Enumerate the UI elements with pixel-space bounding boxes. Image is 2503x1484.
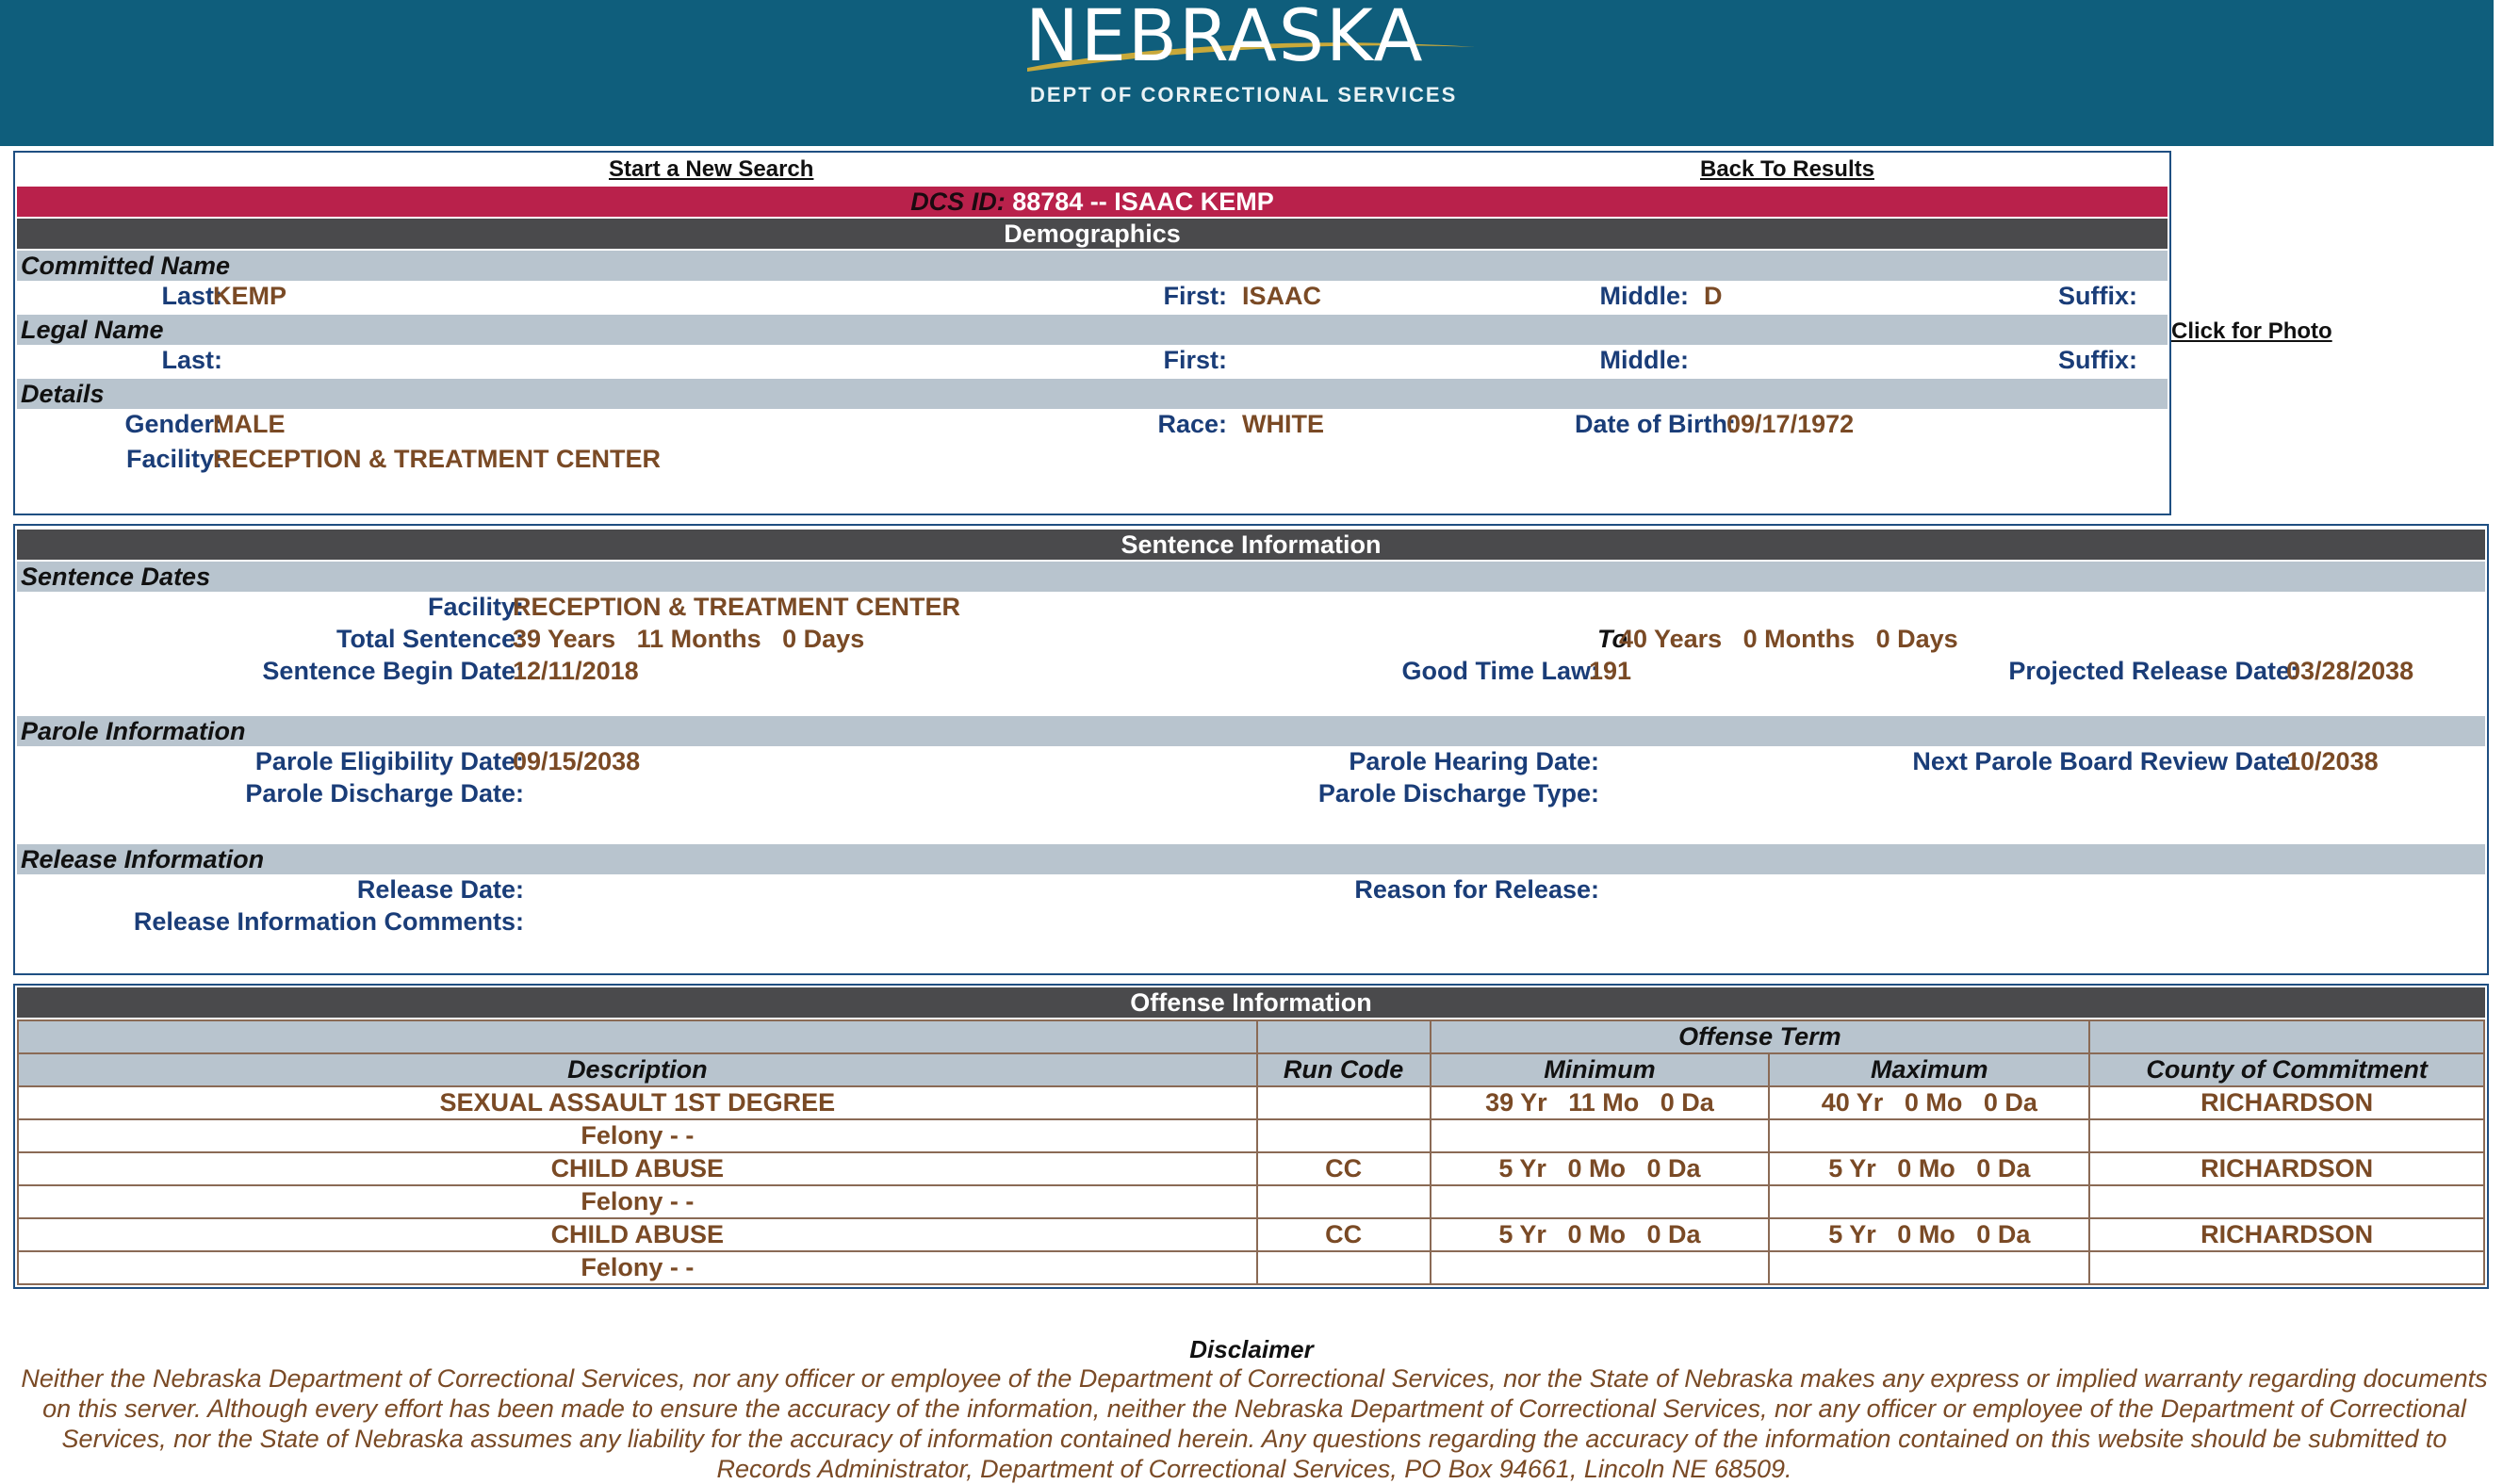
committed-last-value: KEMP	[213, 282, 287, 310]
col-run-code: Run Code	[1257, 1053, 1431, 1086]
legal-first-label: First:	[1163, 346, 1227, 374]
release-heading: Release Information	[17, 844, 2485, 874]
offense-minimum: 5 Yr 0 Mo 0 Da	[1431, 1152, 1770, 1185]
offense-description: CHILD ABUSE	[18, 1218, 1257, 1251]
parole-heading: Parole Information	[17, 716, 2485, 746]
race-value: WHITE	[1242, 410, 1324, 438]
gender-value: MALE	[213, 410, 286, 438]
committed-name-heading: Committed Name	[17, 251, 2168, 281]
committed-last-label: Last:	[161, 282, 222, 310]
logo-subtitle: DEPT OF CORRECTIONAL SERVICES	[1030, 83, 1458, 106]
sentence-facility-label: Facility:	[427, 593, 524, 621]
back-to-results-link[interactable]: Back To Results	[1700, 156, 1874, 182]
offense-maximum: 40 Yr 0 Mo 0 Da	[1769, 1086, 2089, 1119]
table-row	[18, 1218, 2484, 1251]
legal-suffix-label: Suffix:	[2058, 346, 2137, 374]
offense-header-row-2	[18, 1053, 2484, 1086]
offense-county: RICHARDSON	[2089, 1218, 2484, 1251]
offense-run-code: CC	[1257, 1218, 1431, 1251]
parole-discharge-date-label: Parole Discharge Date:	[245, 779, 524, 807]
committed-middle-label: Middle:	[1599, 282, 1689, 310]
legal-middle-label: Middle:	[1599, 346, 1689, 374]
good-time-value: 191	[1589, 657, 1632, 685]
begin-date-value: 12/11/2018	[513, 657, 639, 685]
offense-minimum: 39 Yr 11 Mo 0 Da	[1431, 1086, 1770, 1119]
table-row	[18, 1086, 2484, 1119]
disclaimer-text: Neither the Nebraska Department of Correctional Services, nor any officer or employee of the Department of Correctional Services, nor the State of Nebraska makes any express or implied warranty regarding documents on this server. Although every effort has been made to ensure the accuracy of the information, neither the Nebraska Department of Correctional Services, nor any officer or employee of the Department of Correctional Services, nor the State of Nebraska assumes any liability for the accuracy of information contained herein. Any questions regarding the accuracy of the information contained on this website should be submitted to Records Administrator, Department of Correctional Services, PO Box 94661, Lincoln NE 68509.	[21, 1364, 2488, 1483]
parole-discharge-type-label: Parole Discharge Type:	[1317, 779, 1599, 807]
new-search-link[interactable]: Start a New Search	[609, 156, 814, 182]
site-header	[0, 0, 2494, 146]
offense-county: RICHARDSON	[2089, 1152, 2484, 1185]
table-row	[18, 1251, 2484, 1284]
projected-release-label: Projected Release Date:	[2008, 657, 2299, 685]
projected-release-value: 03/28/2038	[2286, 657, 2414, 685]
committed-suffix-label: Suffix:	[2058, 282, 2137, 310]
legal-name-heading: Legal Name	[17, 315, 2168, 345]
demographics-title: Demographics	[17, 219, 2168, 249]
offense-county: RICHARDSON	[2089, 1086, 2484, 1119]
table-row	[18, 1185, 2484, 1218]
dcs-id-value: 88784 -- ISAAC KEMP	[1012, 188, 1274, 216]
release-comments-label: Release Information Comments:	[133, 907, 524, 936]
offense-class: Felony - -	[18, 1185, 1257, 1218]
committed-first-value: ISAAC	[1242, 282, 1322, 310]
facility-value: RECEPTION & TREATMENT CENTER	[213, 445, 662, 473]
table-row	[18, 1152, 2484, 1185]
sentence-title: Sentence Information	[17, 530, 2485, 560]
parole-hearing-label: Parole Hearing Date:	[1349, 747, 1599, 775]
release-reason-label: Reason for Release:	[1354, 875, 1599, 904]
committed-middle-value: D	[1704, 282, 1723, 310]
parole-eligibility-value: 09/15/2038	[513, 747, 641, 775]
offense-term-header: Offense Term	[1431, 1020, 2090, 1053]
offense-header-row-1	[18, 1020, 2484, 1053]
dob-value: 09/17/1972	[1726, 410, 1855, 438]
offense-class: Felony - -	[18, 1119, 1257, 1152]
legal-last-label: Last:	[161, 346, 222, 374]
begin-date-label: Sentence Begin Date:	[262, 657, 524, 685]
click-for-photo-link[interactable]: Click for Photo	[2171, 318, 2332, 344]
col-county: County of Commitment	[2089, 1053, 2484, 1086]
offense-description: SEXUAL ASSAULT 1ST DEGREE	[18, 1086, 1257, 1119]
offense-description: CHILD ABUSE	[18, 1152, 1257, 1185]
sentence-panel	[13, 524, 2489, 975]
offense-minimum: 5 Yr 0 Mo 0 Da	[1431, 1218, 1770, 1251]
demographics-panel	[13, 151, 2171, 515]
gender-label: Gender:	[124, 410, 222, 438]
col-minimum: Minimum	[1431, 1053, 1770, 1086]
parole-eligibility-label: Parole Eligibility Date:	[254, 747, 524, 775]
facility-label: Facility:	[125, 445, 222, 473]
offense-class: Felony - -	[18, 1251, 1257, 1284]
record-id-bar	[17, 187, 2168, 217]
offense-run-code	[1257, 1086, 1431, 1119]
details-heading: Details	[17, 379, 2168, 409]
to-label: To	[1597, 625, 1628, 653]
sentence-dates-heading: Sentence Dates	[17, 562, 2485, 592]
offense-panel	[13, 984, 2489, 1289]
offense-maximum: 5 Yr 0 Mo 0 Da	[1769, 1218, 2089, 1251]
committed-first-label: First:	[1163, 282, 1227, 310]
col-description: Description	[18, 1053, 1257, 1086]
race-label: Race:	[1157, 410, 1227, 438]
to-value: 40 Years 0 Months 0 Days	[1619, 625, 1958, 653]
next-review-label: Next Parole Board Review Date:	[1912, 747, 2299, 775]
table-row	[18, 1119, 2484, 1152]
col-maximum: Maximum	[1769, 1053, 2089, 1086]
offense-title: Offense Information	[17, 987, 2485, 1018]
sentence-facility-value: RECEPTION & TREATMENT CENTER	[513, 593, 961, 621]
offense-table	[17, 1019, 2485, 1285]
disclaimer-title: Disclaimer	[1189, 1335, 1314, 1363]
dcs-id-label: DCS ID:	[910, 188, 1006, 216]
offense-maximum: 5 Yr 0 Mo 0 Da	[1769, 1152, 2089, 1185]
release-date-label: Release Date:	[356, 875, 524, 904]
next-review-value: 10/2038	[2286, 747, 2379, 775]
dob-label: Date of Birth:	[1575, 410, 1736, 438]
logo-title: NEBRASKA	[1025, 0, 1425, 77]
total-sentence-label: Total Sentence:	[335, 625, 524, 653]
total-sentence-value: 39 Years 11 Months 0 Days	[513, 625, 865, 653]
offense-run-code: CC	[1257, 1152, 1431, 1185]
good-time-label: Good Time Law:	[1401, 657, 1599, 685]
